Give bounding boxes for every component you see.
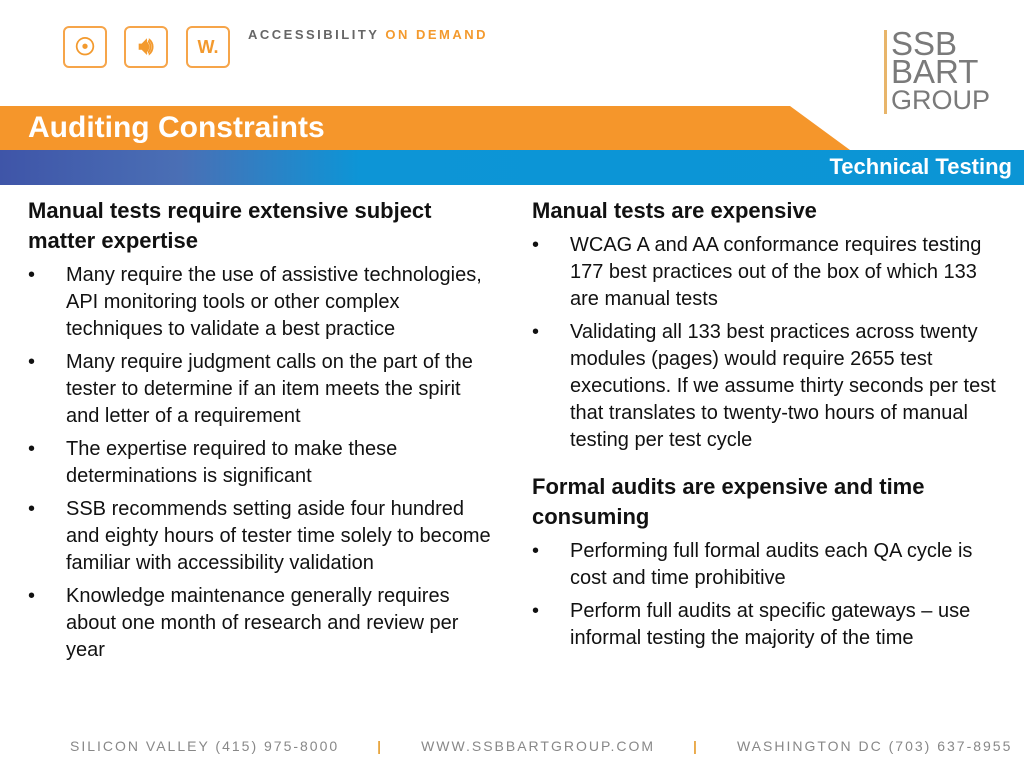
speaker-icon: 🔊︎ xyxy=(124,26,168,68)
bullet-item: • Many require judgment calls on the part of the tester to determine if an item meets the spirit and letter of a requirement xyxy=(28,349,498,430)
footer-website: WWW.SSBBARTGROUP.COM xyxy=(421,738,656,754)
slide-title: Auditing Constraints xyxy=(28,111,325,144)
company-logo: SSB BART GROUP xyxy=(884,30,990,114)
footer-separator: | xyxy=(377,738,384,754)
footer-office-1: SILICON VALLEY (415) 975-8000 xyxy=(70,738,340,754)
www-magnifier-icon: W. xyxy=(186,26,230,68)
bullet-item: • Performing full formal audits each QA cycle is cost and time prohibitive xyxy=(532,538,1002,592)
bullet-item: • Validating all 133 best practices across twenty modules (pages) would require 2655 test executions. If we assume thirty seconds per test that translates to twenty-two hours of manual testing per test cycle xyxy=(532,319,1002,454)
right-column xyxy=(532,196,1002,652)
footer-separator: | xyxy=(693,738,699,754)
footer-office-2: WASHINGTON DC (703) 637-8955 xyxy=(736,738,1013,754)
bullet-item: • Many require the use of assistive technologies, API monitoring tools or other complex techniques to validate a best practice xyxy=(28,262,498,343)
bullet-item: • Perform full audits at specific gateways – use informal testing the majority of the time xyxy=(532,598,1002,652)
bullet-item: • SSB recommends setting aside four hundred and eighty hours of tester time solely to become familiar with accessibility validation xyxy=(28,496,498,577)
bullet-item: • The expertise required to make these determinations is significant xyxy=(28,436,498,490)
footer xyxy=(70,738,1012,754)
slide-subtitle: Technical Testing xyxy=(829,154,1012,179)
section-heading: Manual tests require extensive subject matter expertise xyxy=(28,198,432,253)
bullet-item: • WCAG A and AA conformance requires testing 177 best practices out of the box of which 133 are manual tests xyxy=(532,232,1002,313)
section-heading: Manual tests are expensive xyxy=(532,198,817,223)
left-column xyxy=(28,196,498,664)
section-heading: Formal audits are expensive and time consuming xyxy=(532,474,925,529)
bullet-item: • Knowledge maintenance generally requires about one month of research and review per year xyxy=(28,583,498,664)
tagline: ACCESSIBILITY ON DEMAND xyxy=(248,27,489,42)
globe-hands-icon: ☉ xyxy=(63,26,107,68)
